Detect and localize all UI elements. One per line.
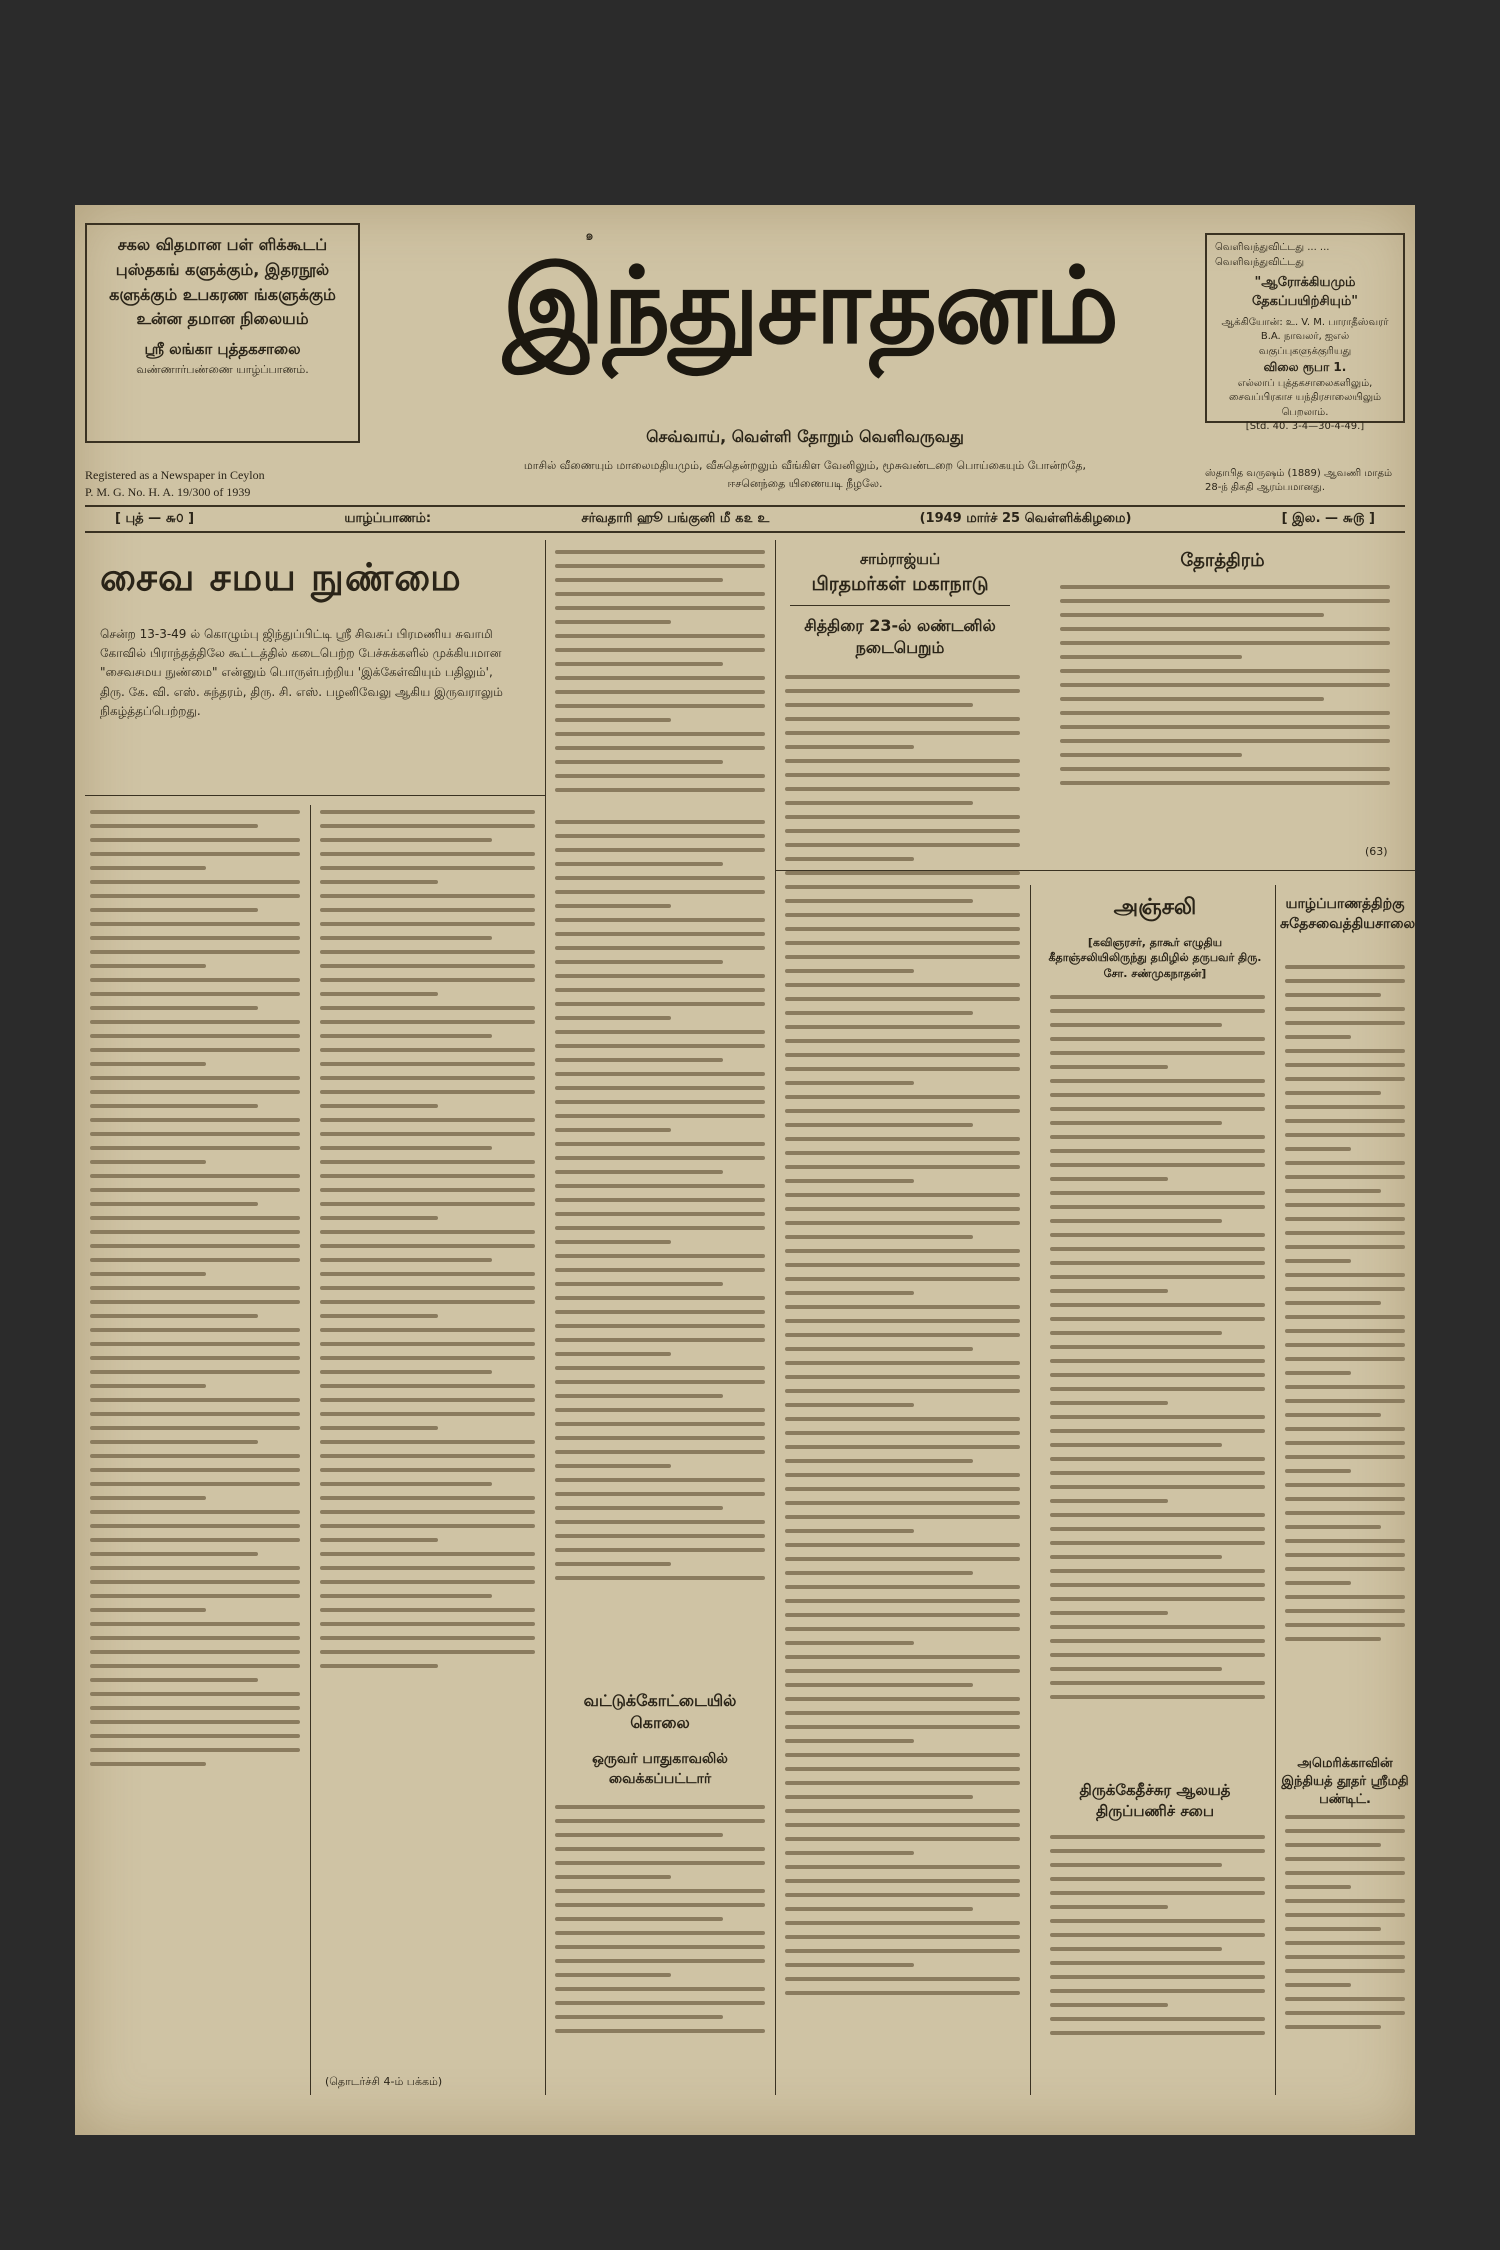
main-continued-note: (தொடர்ச்சி 4-ம் பக்கம்)	[325, 2075, 443, 2088]
col4b-headline: அஞ்சலி	[1113, 895, 1197, 920]
col3-right-body	[785, 675, 1020, 2075]
column-rule	[1275, 885, 1276, 2095]
col3b-subhead: ஒருவர் பாதுகாவலில் வைக்கப்பட்டார்	[592, 1751, 728, 1787]
column-rule	[545, 540, 546, 2095]
book-advert-price: விலை ரூபா 1.	[1263, 360, 1347, 375]
dateline	[85, 505, 1405, 533]
advert-text: சகல விதமான பள் ளிக்கூடப் புஸ்தகங் களுக்கும், இதரநூல் களுக்கும் உபகரண ங்களுக்கும் உன்ன தமான நிலையம்	[109, 235, 336, 329]
newspaper-page	[75, 205, 1415, 2135]
col5-headline: யாழ்ப்பாணத்திற்கு சுதேசவைத்தியசாலை	[1280, 896, 1416, 932]
main-headline: சைவ சமய நுண்மை	[100, 555, 462, 599]
column-rule	[310, 805, 311, 2095]
main-body-col-2	[320, 810, 535, 2060]
col4b-body	[1050, 995, 1265, 1765]
col5b-body	[1285, 1815, 1405, 2075]
col4c-body	[1050, 1835, 1265, 2075]
tamil-date: சர்வதாரி ஹூ பங்குனி மீ ௧௨ உ	[581, 511, 770, 526]
column-rule	[1030, 885, 1031, 2095]
col3-body-cont	[555, 820, 765, 1680]
registration-notice	[85, 467, 265, 501]
col3b-body	[555, 1805, 765, 2065]
col4-rule	[775, 870, 1415, 871]
registration-line-1: Registered as a Newspaper in Ceylon	[85, 468, 265, 482]
book-advert-title: "ஆரோக்கியமும் தேகப்பயிற்சியும்"	[1251, 275, 1359, 309]
col3b-headline: வட்டுக்கோட்டையில் கொலை	[583, 1691, 737, 1733]
col4c-headline: திருக்கேதீச்சுர ஆலயத் திருப்பணிச் சபை	[1079, 1781, 1231, 1820]
registration-line-2: P. M. G. No. H. A. 19/300 of 1939	[85, 484, 251, 499]
column-rule	[775, 540, 776, 2095]
col4-end-mark: (63)	[1365, 845, 1388, 858]
book-advert-reg: [Std. 40. 3-4—30-4-49.]	[1245, 421, 1365, 433]
issue-number: [ இல. — ௬௫ ]	[1281, 511, 1375, 526]
col4-body	[1060, 585, 1390, 815]
volume: [ புத் — ௬௦ ]	[115, 511, 195, 526]
col3-headline: பிரதமர்கள் மகாநாடு	[811, 573, 989, 595]
established-notice: ஸ்தாபித வருஷம் (1889) ஆவணி மாதம் 28-ந் திகதி ஆரம்பமானது.	[1205, 468, 1393, 493]
main-body-col-1	[90, 810, 300, 2080]
advert-shop-name: ஸ்ரீ லங்கா புத்தகசாலை	[144, 340, 301, 359]
book-advert-tagline: வெளிவந்துவிட்டது ... ... வெளிவந்துவிட்டது	[1215, 242, 1330, 268]
col3-top-body	[555, 550, 765, 810]
col4b-subhead: [கவிஞரசர், தாகூர் எழுதிய கீதாஞ்சலியிலிருந்து தமிழில் தருபவர் திரு. சோ. சண்முகநாதன்]	[1048, 936, 1262, 980]
advert-address: வண்ணார்பண்ணை யாழ்ப்பாணம்.	[136, 363, 309, 377]
issue-date: (1949 மார்ச் 25 வெள்ளிக்கிழமை)	[919, 511, 1132, 526]
lead-rule	[85, 795, 545, 796]
book-advert-stockists: எல்லாப் புத்தகசாலைகளிலும், சைவப்பிரகாச யந்திரசாலையிலும் பெறலாம்.	[1228, 377, 1382, 418]
bookshop-advert	[85, 223, 360, 443]
col4-headline: தோத்திரம்	[1180, 550, 1265, 571]
col5-body	[1285, 965, 1405, 1745]
book-advert	[1205, 233, 1405, 433]
col3-kicker: சாம்ராஜ்யப்	[859, 550, 941, 568]
book-advert-editor: ஆக்கியோன்: உ. V. M. பாராதீஸ்வரர் B.A. நாவலர், ஐஎல் வகுப்புகளுக்குரியது	[1221, 316, 1389, 357]
col3-rule	[790, 605, 1010, 606]
place: யாழ்ப்பாணம்:	[344, 511, 432, 526]
main-lead: சென்ற 13-3-49 ல் கொழும்பு ஜிந்துப்பிட்டி ஸ்ரீ சிவசுப் பிரமணிய சுவாமி கோவில் பிராந்தத்திலே கூட்டத்தில் கடைபெற்ற பேச்சுக்களில் முக்கியமான "சைவசமய நுண்மை" என்னும் பொருள்பற்றிய 'இக்கேள்வியும் பதிலும்', திரு. கே. வி. எஸ். சுந்தரம், திரு. சி. எஸ். பழனிவேலு ஆகிய இருவராலும் நிகழ்த்தப்பெற்றது.	[100, 627, 503, 718]
newspaper-masthead: இந்துசாதனம்	[502, 243, 1118, 367]
col5b-headline: அமெரிக்காவின் இந்தியத் தூதர் ஸ்ரீமதி பண்டிட்.	[1281, 1756, 1409, 1808]
page-number: ๑	[585, 228, 594, 244]
masthead-motto: மாசில் வீணையும் மாலைமதியமும், வீசுதென்றலும் வீங்கிள வேனிலும், மூசுவண்டறை பொய்கையும் போன்றதே, ஈசனெந்தை யிணையடி நீழலே.	[523, 459, 1087, 490]
publication-frequency: செவ்வாய், வெள்ளி தோறும் வெளிவருவது	[646, 427, 964, 446]
col3-subhead: சித்திரை 23-ல் லண்டனில் நடைபெறும்	[804, 616, 996, 657]
